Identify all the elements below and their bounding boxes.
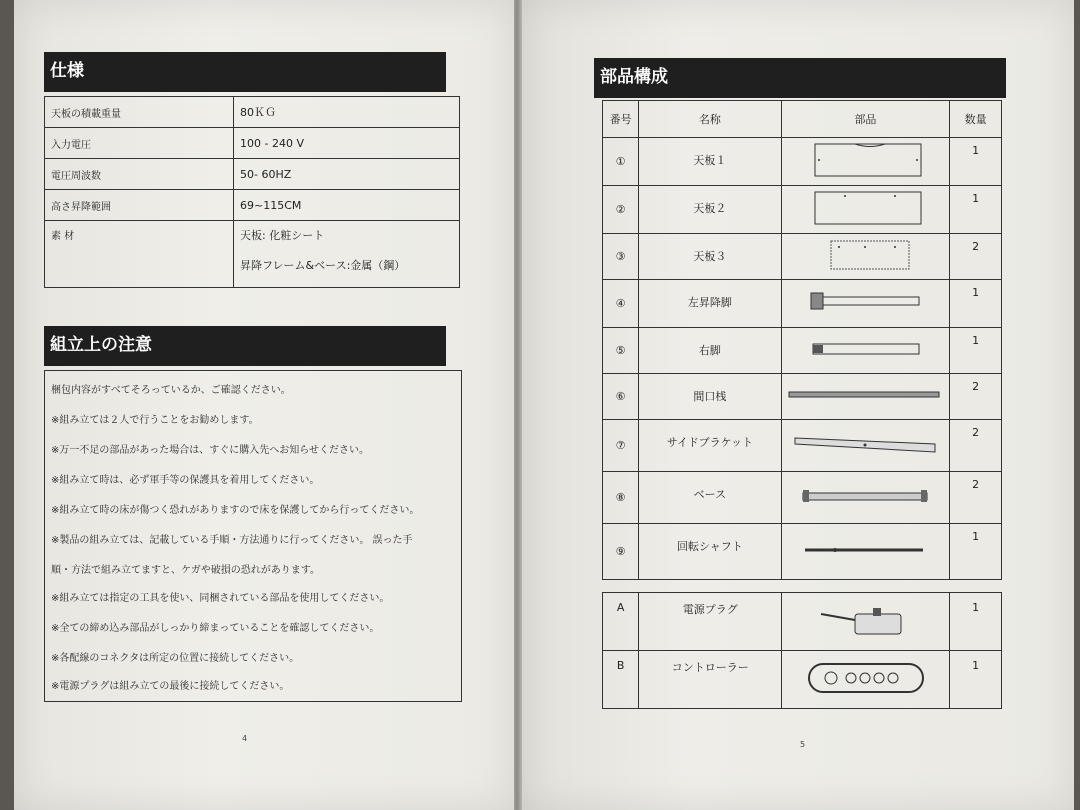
part-number: ⑤	[603, 328, 639, 374]
table-row	[603, 651, 1002, 709]
note-line: ※組み立ては指定の工具を使い、同梱されている部品を使用してください。	[51, 593, 390, 604]
right-page	[522, 0, 1074, 810]
note-line: ※組み立ては２人で行うことをお勧めします。	[51, 415, 259, 426]
parts-section-title: 部品構成	[594, 58, 1006, 98]
part-name: 天板２	[639, 186, 781, 234]
header-name: 名称	[639, 101, 781, 138]
parts-table	[602, 100, 1002, 580]
table-row	[603, 593, 1002, 651]
part-qty: 1	[950, 280, 1002, 328]
part-illustration	[781, 420, 950, 472]
header-number: 番号	[603, 101, 639, 138]
base-icon	[795, 484, 935, 508]
spec-value: 100 - 240 V	[234, 128, 460, 159]
note-line: ※組み立て時の床が傷つく恐れがありますので床を保護してから行ってください。	[51, 505, 420, 516]
material-line: 昇降フレーム&ベース:金属（鋼）	[240, 259, 406, 272]
page-number: 5	[800, 740, 806, 749]
part-illustration	[781, 280, 950, 328]
accessory-id: B	[603, 651, 639, 709]
spec-table	[44, 96, 460, 288]
note-line: ※万一不足の部品があった場合は、すぐに購入先へお知らせください。	[51, 445, 369, 456]
part-number: ⑥	[603, 374, 639, 420]
table-row	[603, 420, 1002, 472]
part-number: ②	[603, 186, 639, 234]
part-name: ベース	[639, 472, 781, 524]
right-leg-icon	[805, 337, 925, 361]
note-line: ※各配線のコネクタは所定の位置に接続してください。	[51, 653, 300, 664]
part-illustration	[781, 138, 950, 186]
spec-row	[45, 97, 460, 128]
part-name: 天板３	[639, 234, 781, 280]
part-number: ④	[603, 280, 639, 328]
part-name: 天板１	[639, 138, 781, 186]
part-qty: 2	[950, 234, 1002, 280]
part-illustration	[781, 524, 950, 580]
part-qty: 2	[950, 472, 1002, 524]
left-page	[14, 0, 514, 810]
controller-icon	[801, 658, 931, 698]
accessory-name: 電源プラグ	[639, 593, 782, 651]
header-qty: 数量	[950, 101, 1002, 138]
part-number: ⑨	[603, 524, 639, 580]
part-number: ⑦	[603, 420, 639, 472]
accessory-id: A	[603, 593, 639, 651]
part-qty: 1	[950, 138, 1002, 186]
part-number: ①	[603, 138, 639, 186]
spec-row-material	[45, 221, 460, 288]
spec-row	[45, 128, 460, 159]
part-illustration	[781, 186, 950, 234]
accessories-table	[602, 592, 1002, 709]
tabletop-2-icon	[805, 188, 925, 228]
header-part: 部品	[781, 101, 950, 138]
note-line: ※全ての締め込み部品がしっかり締まっていることを確認してください。	[51, 623, 380, 634]
table-row	[603, 186, 1002, 234]
note-line: 順・方法で組み立てますと、ケガや破損の恐れがあります。	[51, 565, 320, 576]
left-lift-leg-icon	[805, 287, 925, 317]
page-number: 4	[242, 734, 248, 743]
crossbar-icon	[785, 385, 945, 405]
table-row	[603, 138, 1002, 186]
part-qty: 2	[950, 420, 1002, 472]
part-illustration	[781, 472, 950, 524]
table-row	[603, 328, 1002, 374]
part-qty: 2	[950, 374, 1002, 420]
note-line: ※組み立て時は、必ず軍手等の保護具を着用してください。	[51, 475, 320, 486]
spec-row	[45, 159, 460, 190]
material-values	[234, 221, 460, 288]
part-number: ⑧	[603, 472, 639, 524]
material-line: 天板: 化粧シート	[240, 229, 325, 242]
power-plug-icon	[811, 600, 921, 640]
part-number: ③	[603, 234, 639, 280]
table-row	[603, 234, 1002, 280]
spec-label: 天板の積載重量	[45, 97, 234, 128]
accessory-name: コントローラー	[639, 651, 782, 709]
spec-section-title: 仕様	[44, 52, 446, 92]
part-illustration	[781, 374, 950, 420]
accessory-illustration	[782, 593, 950, 651]
part-name: 右脚	[639, 328, 781, 374]
rotating-shaft-icon	[795, 540, 935, 560]
part-name: サイドブラケット	[639, 420, 781, 472]
side-bracket-icon	[785, 430, 945, 458]
spec-label: 電圧周波数	[45, 159, 234, 190]
accessory-qty: 1	[950, 651, 1002, 709]
part-name: 間口桟	[639, 374, 781, 420]
part-qty: 1	[950, 524, 1002, 580]
part-qty: 1	[950, 328, 1002, 374]
spec-value: 69~115CM	[234, 190, 460, 221]
spec-value: 50- 60HZ	[234, 159, 460, 190]
note-line: 梱包内容がすべてそろっているか、ご確認ください。	[51, 385, 291, 396]
spec-row	[45, 190, 460, 221]
part-qty: 1	[950, 186, 1002, 234]
spec-label: 入力電圧	[45, 128, 234, 159]
accessory-qty: 1	[950, 593, 1002, 651]
spec-label: 高さ昇降範囲	[45, 190, 234, 221]
part-name: 左昇降脚	[639, 280, 781, 328]
table-row	[603, 374, 1002, 420]
tabletop-1-icon	[805, 140, 925, 180]
note-line: ※電源プラグは組み立ての最後に接続してください。	[51, 681, 290, 692]
table-row	[603, 524, 1002, 580]
assembly-notes-box	[44, 370, 462, 702]
assembly-section-title: 組立上の注意	[44, 326, 446, 366]
note-line: ※製品の組み立ては、記載している手順・方法通りに行ってください。 誤った手	[51, 535, 413, 546]
table-row	[603, 472, 1002, 524]
tabletop-3-icon	[805, 237, 925, 273]
part-illustration	[781, 328, 950, 374]
spec-label: 素 材	[45, 221, 234, 288]
parts-header-row	[603, 101, 1002, 138]
table-row	[603, 280, 1002, 328]
part-illustration	[781, 234, 950, 280]
part-name: 回転シャフト	[639, 524, 781, 580]
spec-value: 80ＫＧ	[234, 97, 460, 128]
accessory-illustration	[782, 651, 950, 709]
